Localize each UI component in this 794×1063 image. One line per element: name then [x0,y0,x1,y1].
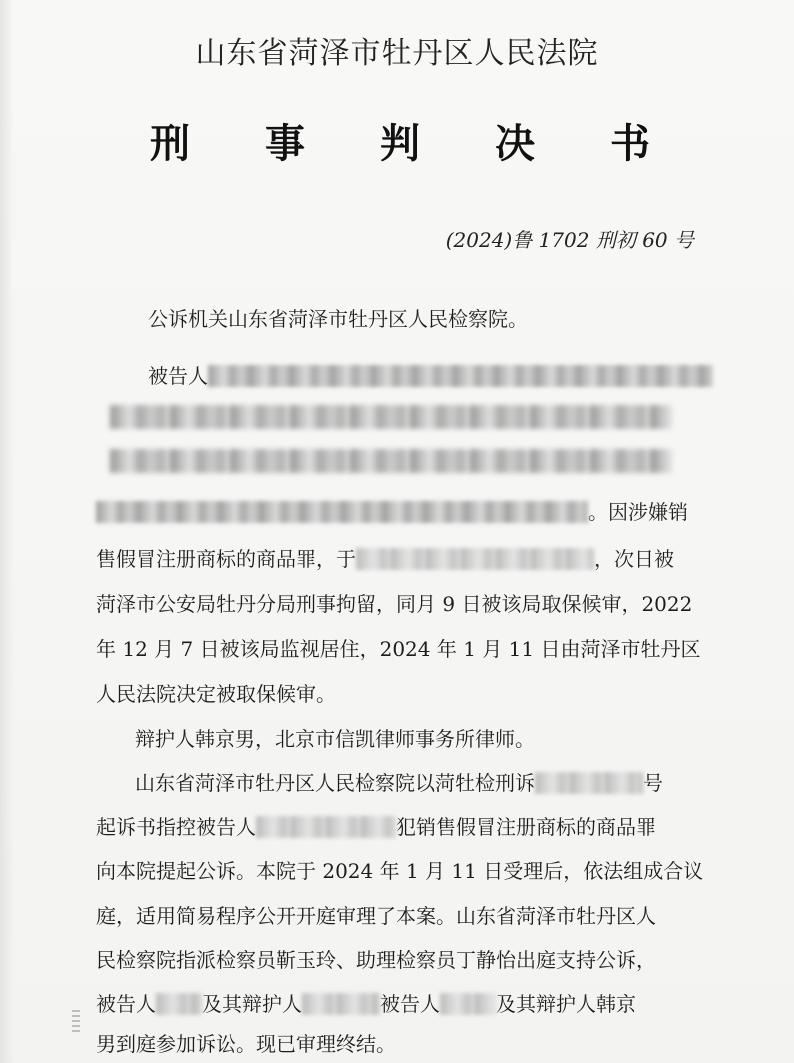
indictment-line-3: 向本院提起公诉。本院于 2024 年 1 月 11 日受理后，依法组成合议 [96,859,704,883]
defendant-label: 被告人 [148,364,208,388]
title-char-4: 决 [495,121,535,167]
redacted-block [356,548,594,570]
redacted-block [208,365,713,387]
prosecutor-line: 公诉机关山东省菏泽市牡丹区人民检察院。 [148,307,528,331]
title-char-2: 事 [265,121,305,167]
defender-line: 辩护人韩京男，北京市信凯律师事务所律师。 [135,727,535,751]
scan-mark [72,1010,80,1034]
indictment-line-4: 庭，适用简易程序公开开庭审理了本案。山东省菏泽市牡丹区人 [96,904,656,928]
title-char-1: 刑 [150,121,190,167]
redacted-block [156,993,202,1015]
case-number: (2024)鲁 1702 刑初 60 号 [445,228,694,252]
title-char-5: 书 [610,121,650,167]
redacted-block [110,405,672,429]
redacted-block [302,993,380,1015]
redacted-block [440,993,496,1015]
detention-line-2: 售假冒注册商标的商品罪，于 ，次日被 [96,547,674,571]
detention-line-4: 年 12 月 7 日被该局监视居住，2024 年 1 月 11 日由菏泽市牡丹区 [96,637,701,661]
indictment-line-6: 被告人 及其辩护人 被告人 及其辩护人韩京 [96,992,636,1016]
indictment-line-1: 山东省菏泽市牡丹区人民检察院以菏牡检刑诉 号 [135,771,663,795]
indictment-line-5: 民检察院指派检察员靳玉玲、助理检察员丁静怡出庭支持公诉， [96,948,656,972]
defendant-line [148,362,713,390]
title-char-3: 判 [380,121,420,167]
court-name: 山东省菏泽市牡丹区人民法院 [195,36,599,71]
page-edge-shadow [0,0,14,1063]
redacted-block [535,772,643,794]
detention-line-5: 人民法院决定被取保候审。 [96,682,336,706]
indictment-line-7: 男到庭参加诉讼。现已审理终结。 [96,1032,396,1056]
detention-line-3: 菏泽市公安局牡丹分局刑事拘留，同月 9 日被该局取保候审，2022 [96,592,693,616]
indictment-line-2: 起诉书指控被告人 犯销售假冒注册商标的商品罪 [96,815,656,839]
detention-line-1: 。因涉嫌销 [96,498,688,526]
redacted-block [110,449,672,473]
redacted-block [96,501,588,523]
redacted-block [256,816,396,838]
document-title [150,112,650,169]
